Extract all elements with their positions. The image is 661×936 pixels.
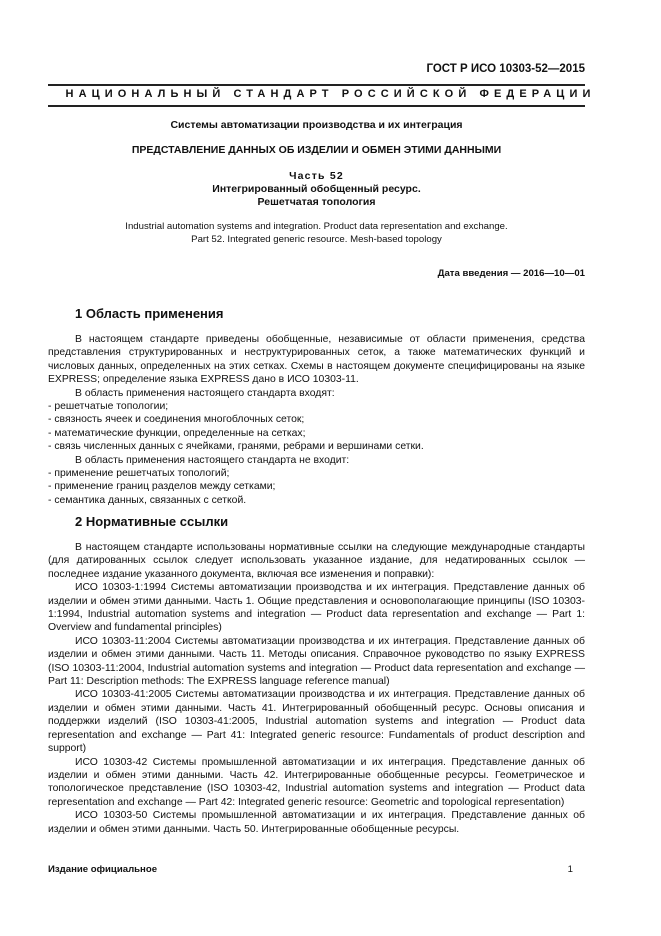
main-title: ПРЕДСТАВЛЕНИЕ ДАННЫХ ОБ ИЗДЕЛИИ И ОБМЕН ЭТИМИ ДАННЫМИ	[131, 144, 502, 156]
section-1-body	[48, 333, 585, 507]
normative-reference: ИСО 10303-1:1994 Системы автоматизации производства и их интеграция. Представление данных об изделии и обмен этими данными. Часть 1. Общие представления и основополагающие принципы (ISO 10303-1:1994, Industrial automation systems and integration — Product data representation and exchange — Part 1: Overview and fundamental principles)	[48, 582, 585, 634]
normative-reference: ИСО 10303-41:2005 Системы автоматизации производства и их интеграция. Представление данных об изделии и обмен этими данными. Часть 41. Интегрированный обобщенный ресурс. Основы описания и поддержки изделий (ISO 10303-41:2005, Industrial automation systems and integration — Product data representation and exchange — Part 41: Integrated generic resource: Fundamentals of product description and support)	[48, 689, 585, 755]
out-scope-item: - применение решетчатых топологий;	[48, 468, 230, 480]
english-title-line-2: Part 52. Integrated generic resource. Mesh-based topology	[191, 233, 442, 245]
part-number: Часть 52	[289, 170, 344, 182]
normative-paragraph: В настоящем стандарте использованы нормативные ссылки на следующие международные стандарты (для датированных ссылок следует использовать указанное издание, для недатированных ссылок — последнее издание указанного документа, включая все изменения и поправки):	[48, 542, 585, 580]
normative-reference: ИСО 10303-50 Системы промышленной автоматизации и их интеграция. Представление данных об изделии и обмен этими данными. Часть 50. Интегрированные обобщенные ресурсы.	[48, 810, 585, 835]
out-scope-label: В область применения настоящего стандарта не входит:	[75, 454, 350, 466]
out-scope-item: - семантика данных, связанных с сеткой.	[48, 494, 247, 506]
in-scope-item: - связность ячеек и соединения многоблочных сеток;	[48, 414, 305, 426]
in-scope-item: - математические функции, определенные на сетках;	[48, 427, 306, 439]
top-rule	[48, 84, 585, 86]
in-scope-item: - решетчатые топологии;	[48, 401, 169, 413]
section-2-heading: 2 Нормативные ссылки	[75, 514, 229, 529]
out-scope-item: - применение границ разделов между сетками;	[48, 481, 276, 493]
normative-reference: ИСО 10303-42 Системы промышленной автоматизации и их интеграция. Представление данных об изделии и обмен этими данными. Часть 42. Интегрированные обобщенные ресурсы. Геометрическое и топологическое представление (ISO 10303-42, Industrial automation systems and integration — Product data representation and exchange — Part 42: Integrated generic resource: Geometric and topological representation)	[48, 756, 585, 808]
english-title-line-1: Industrial automation systems and integration. Product data representation and exchange.	[125, 221, 508, 232]
series-title: Системы автоматизации производства и их интеграция	[170, 119, 463, 131]
national-standard-line: НАЦИОНАЛЬНЫЙ СТАНДАРТ РОССИЙСКОЙ ФЕДЕРАЦИИ	[65, 88, 596, 100]
normative-reference: ИСО 10303-11:2004 Системы автоматизации производства и их интеграция. Представление данных об изделии и обмен этими данными. Часть 11. Методы описания. Справочное руководство по языку EXPRESS (ISO 10303-11:2004, Industrial automation systems and integration — Product data representation and exchange — Part 11: Description methods: The EXPRESS language reference manual)	[48, 635, 585, 688]
standard-code: ГОСТ Р ИСО 10303-52—2015	[426, 63, 585, 75]
in-scope-item: - связь численных данных с ячейками, гранями, ребрами и вершинами сетки.	[48, 441, 424, 453]
page-number: 1	[567, 864, 573, 875]
edition-label: Издание официальное	[48, 864, 158, 875]
section-2-body	[48, 541, 585, 836]
in-scope-label: В область применения настоящего стандарта входят:	[75, 387, 335, 399]
part-title-line-2: Решетчатая топология	[257, 196, 376, 208]
part-title-line-1: Интегрированный обобщенный ресурс.	[212, 183, 421, 195]
section-1-heading: 1 Область применения	[75, 306, 224, 321]
english-title	[48, 221, 585, 246]
bottom-rule	[48, 105, 585, 107]
part-title-block	[48, 170, 585, 209]
introduction-date: Дата введения — 2016—10—01	[437, 268, 585, 279]
section-1-intro: В настоящем стандарте приведены обобщенные, независимые от области применения, средства представления структурированных и неструктурированных сеток, а также математических функций и числовых данных, определенных на этих сетках. Схемы в настоящем документе специфицированы на языке EXPRESS; определение языка EXPRESS дано в ИСО 10303-11.	[48, 334, 585, 386]
